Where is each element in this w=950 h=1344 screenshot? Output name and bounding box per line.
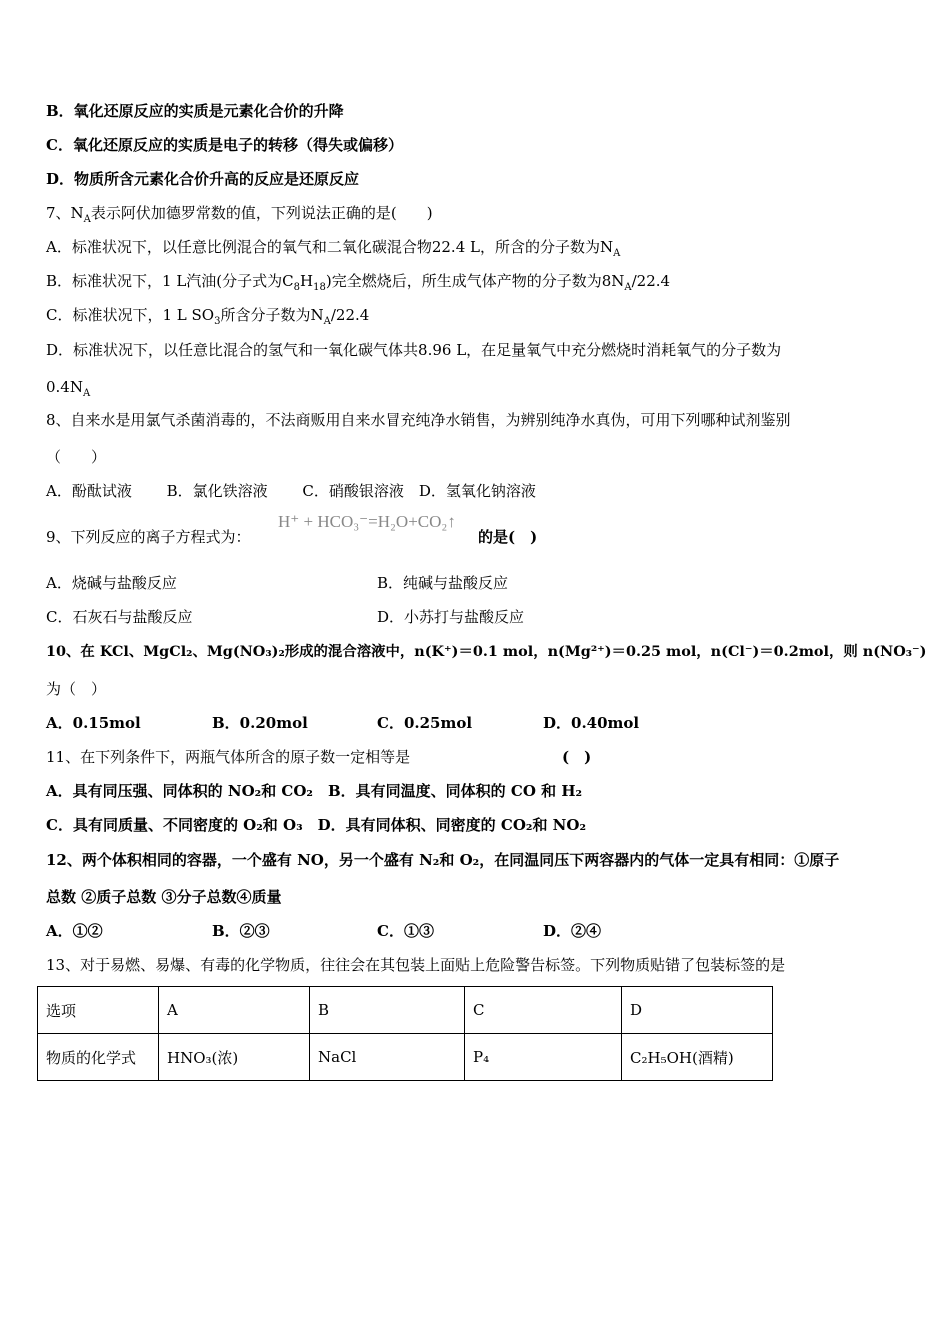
table-cell: 选项	[38, 987, 159, 1034]
q12-option-a: A．①②	[46, 922, 103, 940]
q10-option-a: A．0.15mol	[46, 714, 141, 732]
q9-option-a: A．烧碱与盐酸反应	[46, 574, 177, 592]
q12-stem: 12、两个体积相同的容器，一个盛有 NO，另一个盛有 N₂和 O₂，在同温同压下两容器内的气体一定具有相同：①原子	[46, 851, 840, 869]
q12-option-d: D．②④	[543, 922, 602, 940]
q8-stem: 8、自来水是用氯气杀菌消毒的，不法商贩用自来水冒充纯净水销售，为辨别纯净水真伪，可用下列哪种试剂鉴别	[46, 411, 791, 429]
q11-stem: 11、在下列条件下，两瓶气体所含的原子数一定相等是	[46, 748, 411, 766]
q9-option-d: D．小苏打与盐酸反应	[377, 608, 525, 626]
q7-option-d: D．标准状况下，以任意比混合的氢气和一氧化碳气体共8.96 L，在足量氧气中充分燃烧时消耗氧气的分子数为	[46, 341, 782, 359]
q13-stem: 13、对于易燃、易爆、有毒的化学物质，往往会在其包装上面贴上危险警告标签。下列物质贴错了包装标签的是	[46, 956, 786, 974]
q9-ionic-equation: H⁺ + HCO₃⁻=H₂O+CO₂↑	[278, 512, 456, 531]
q11-options-cd: C．具有同质量、不同密度的 O₂和 O₃ D．具有同体积、同密度的 CO₂和 NO₂	[46, 816, 587, 834]
q12-stem-cont: 总数 ②质子总数 ③分子总数④质量	[46, 888, 282, 906]
table-row	[38, 1034, 773, 1081]
q9-stem-end: 的是( )	[478, 528, 538, 546]
table-cell: D	[622, 987, 773, 1034]
q8-paren: （ ）	[46, 448, 107, 466]
q10-stem: 10、在 KCl、MgCl₂、Mg(NO₃)₂形成的混合溶液中，n(K⁺)＝0.1 mol，n(Mg²⁺)＝0.25 mol，n(Cl⁻)＝0.2mol，则 n(NO₃⁻)	[46, 643, 927, 660]
q8-options: A．酚酞试液 B．氯化铁溶液 C．硝酸银溶液 D．氢氧化钠溶液	[46, 482, 536, 500]
q7-option-b: B．标准状况下，1 L汽油(分子式为$C_8H_{18}$)完全燃烧后，所生成气体产物的分子数为$8N_A/22.4$	[46, 272, 671, 293]
table-cell: NaCl	[310, 1034, 465, 1081]
table-cell: 物质的化学式	[38, 1034, 159, 1081]
q9-option-c: C．石灰石与盐酸反应	[46, 608, 193, 626]
q7-option-d-cont: $0.4N_A$	[46, 378, 91, 399]
q9-option-b: B．纯碱与盐酸反应	[377, 574, 509, 592]
table-cell: P₄	[465, 1034, 622, 1081]
q7-stem: 7、$N_A$表示阿伏加德罗常数的值，下列说法正确的是( )	[46, 204, 433, 225]
table-header-row	[38, 987, 773, 1034]
q6-option-b: B．氧化还原反应的实质是元素化合价的升降	[46, 102, 344, 120]
q12-option-c: C．①③	[377, 922, 434, 940]
table-cell: C	[465, 987, 622, 1034]
q10-option-b: B．0.20mol	[212, 714, 308, 732]
q10-option-c: C．0.25mol	[377, 714, 473, 732]
q6-option-d: D．物质所含元素化合价升高的反应是还原反应	[46, 170, 360, 188]
q7-option-a: A．标准状况下，以任意比例混合的氧气和二氧化碳混合物22.4 L，所含的分子数为$N_A$	[46, 238, 621, 259]
q6-option-c: C．氧化还原反应的实质是电子的转移（得失或偏移）	[46, 136, 403, 154]
table-cell: B	[310, 987, 465, 1034]
q7-option-c: C．标准状况下，1 L $SO_3$所含分子数为$N_A/22.4$	[46, 306, 370, 327]
q10-stem-cont: 为（ ）	[46, 680, 107, 698]
table-cell: C₂H₅OH(酒精)	[622, 1034, 773, 1081]
q9-stem: 9、下列反应的离子方程式为：	[46, 528, 251, 546]
table-cell: A	[159, 987, 310, 1034]
q11-paren: ( )	[562, 748, 592, 766]
q13-label-table	[37, 986, 773, 1081]
q11-options-ab: A．具有同压强、同体积的 NO₂和 CO₂ B．具有同温度、同体积的 CO 和 H₂	[46, 782, 583, 800]
table-cell: HNO₃(浓)	[159, 1034, 310, 1081]
q10-option-d: D．0.40mol	[543, 714, 640, 732]
q12-option-b: B．②③	[212, 922, 270, 940]
